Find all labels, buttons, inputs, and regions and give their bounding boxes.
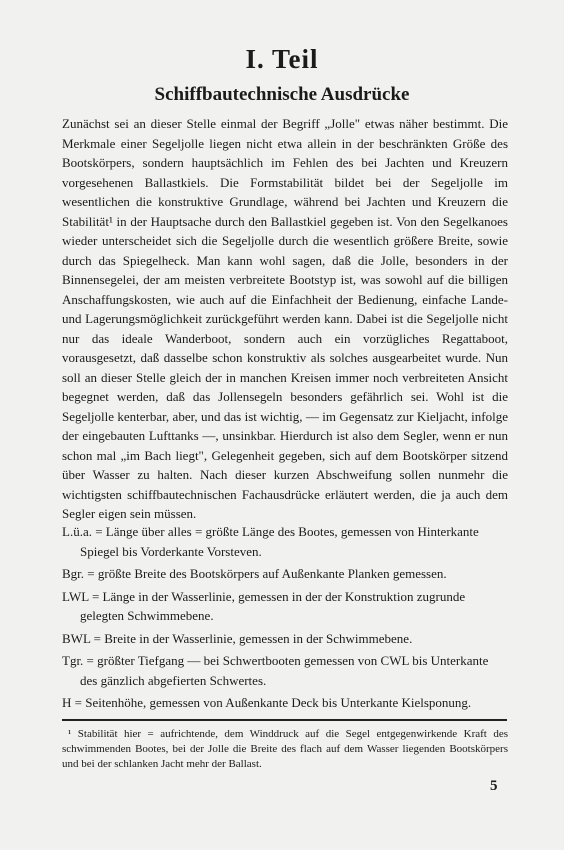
footnote: ¹ Stabilität hier = aufrichtende, dem Winddruck auf die Segel entgegenwirkende Kraft des schwimmenden Bootes, bei der Jolle die Breite des flach auf dem Wasser liegenden Bootskörpers und bei der schlanken Jacht mehr der Ballast.	[62, 728, 508, 770]
definition-list	[62, 522, 508, 716]
definition-item: BWL = Breite in der Wasserlinie, gemessen in der Schwimmebene.	[62, 630, 413, 646]
definition-item: L.ü.a. = Länge über alles = größte Länge des Bootes, gemessen von Hinterkante Spiegel bis Vorderkante Vorsteven.	[62, 524, 479, 559]
definition-item: H = Seitenhöhe, gemessen von Außenkante Deck bis Unterkante Kielsponung.	[62, 695, 472, 710]
section-title: Schiffbautechnische Ausdrücke	[154, 84, 410, 105]
footnote-divider	[62, 719, 507, 721]
definition-item: Bgr. = größte Breite des Bootskörpers auf Außenkante Planken gemessen.	[62, 566, 447, 581]
page-title: I. Teil	[245, 44, 319, 74]
body-paragraph: Zunächst sei an dieser Stelle einmal der Begriff „Jolle" etwas näher bestimmt. Die Merkmale einer Segeljolle liegen nicht etwa allein in der beschränkten Größe des Bootskörpers, sondern hauptsächlich im Fehlen des bei Jachten und Kreuzern vorgesehenen Ballastkiels. Die Formstabilität bildet bei der Segeljolle im wesentlichen die konstruktive Grundlage, während bei Jachten und Kreuzern die Stabilität¹ in der Hauptsache durch den Ballastkiel gegeben ist. Von den Segelkanoes wieder unterscheidet sich die Segeljolle durch die wesentlich größere Breite, sowie durch das Spiegelheck. Man kann wohl sagen, daß die Jolle, besonders in der Binnensegelei, der am meisten verbreitete Bootstyp ist, was sowohl auf die billigen Anschaffungskosten, wie auch auf die Einfachheit der Bedienung, einfache Lande- und Lagerungsmöglichkeit zurückgeführt werden kann. Dabei ist die Segeljolle nicht nur das ideale Wanderboot, sondern auch ein vorzügliches Regattaboot, vorausgesetzt, daß dasselbe schon konstruktiv als solches ausgearbeitet wurde. Nun soll an dieser Stelle gleich der in manchen Kreisen immer noch verbreiteten Ansicht begegnet werden, daß das Jollensegeln besonders gefährlich sei. Wohl ist die Segeljolle kenterbar, aber, und das ist wichtig, — im Gegensatz zur Kieljacht, infolge der eingebauten Lufttanks —, unsinkbar. Hierdurch ist also dem Segler, wenn er nun schon mal „im Bach liegt", Gelegenheit gegeben, sich auf dem Bootskörper sitzend über Wasser zu halten. Nach dieser kurzen Abschweifung sollen nunmehr die wichtigsten schiffbautechnischen Fachausdrücke erläutert werden, die ja auch dem Segler eigen sein müssen.	[62, 116, 508, 521]
page-number: 5	[490, 778, 498, 794]
definition-item: LWL = Länge in der Wasserlinie, gemessen in der der Konstruktion zugrunde gelegten Schwimmebene.	[62, 588, 466, 623]
definition-item: Tgr. = größter Tiefgang — bei Schwertbooten gemessen von CWL bis Unterkante des gänzlich abgefierten Schwertes.	[62, 653, 489, 688]
